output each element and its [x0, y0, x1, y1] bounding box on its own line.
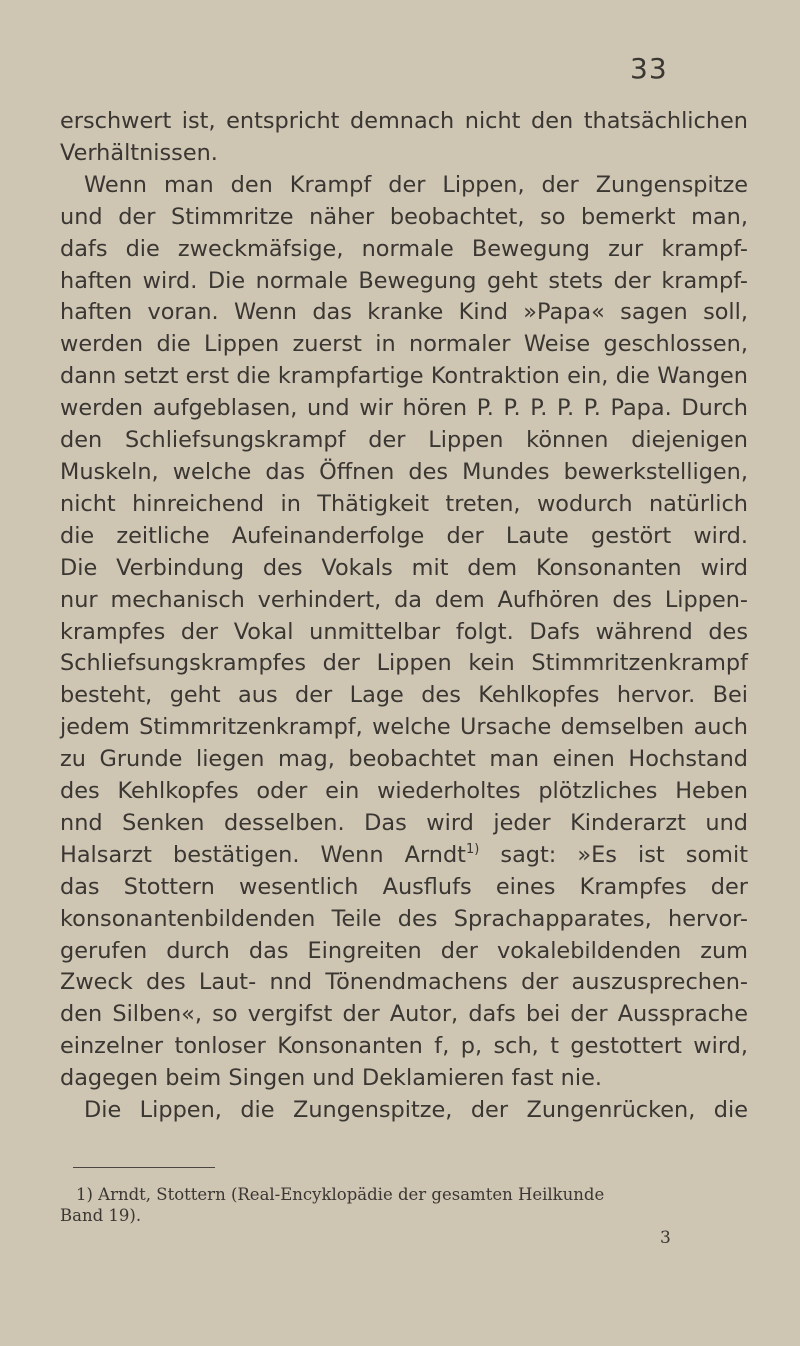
text-line: einzelner tonloser Konsonanten f, p, sch, t gestottert wird,	[60, 1033, 748, 1060]
text-line: werden aufgeblasen, und wir hören P. P. P. P. P. Papa. Durch	[60, 395, 748, 422]
text-line: zu Grunde liegen mag, beobachtet man einen Hochstand	[60, 746, 748, 773]
text-line: dagegen beim Singen und Deklamieren fast nie.	[60, 1065, 602, 1092]
text-line: haften wird. Die normale Bewegung geht stets der krampf-	[60, 267, 748, 294]
text-line: das Stottern wesentlich Ausflufs eines Krampfes der	[60, 873, 748, 900]
text-line: nur mechanisch verhindert, da dem Aufhören des Lippen-	[60, 586, 748, 613]
text-line: die zeitliche Aufeinanderfolge der Laute gestört wird.	[60, 522, 748, 549]
text-line: gerufen durch das Eingreiten der vokalebildenden zum	[60, 937, 748, 964]
text-line: Die Lippen, die Zungenspitze, der Zungenrücken, die	[84, 1097, 748, 1124]
page-number: 33	[630, 52, 668, 85]
body-text	[60, 106, 748, 1127]
text-line: nnd Senken desselben. Das wird jeder Kinderarzt und	[60, 809, 748, 836]
text-fragment: Halsarzt bestätigen. Wenn Arndt	[60, 841, 466, 868]
text-line: des Kehlkopfes oder ein wiederholtes plötzliches Heben	[60, 778, 748, 805]
text-line: Die Verbindung des Vokals mit dem Konsonanten wird	[60, 554, 748, 581]
text-line: den Schliefsungskrampf der Lippen können diejenigen	[60, 427, 748, 454]
footnote-ref: 1)	[465, 841, 480, 857]
text-line: dann setzt erst die krampfartige Kontraktion ein, die Wangen	[60, 363, 748, 390]
text-fragment: sagt: »Es ist somit	[500, 841, 748, 868]
text-line: Muskeln, welche das Öffnen des Mundes bewerkstelligen,	[60, 458, 748, 485]
footnote-line: Band 19).	[60, 1206, 142, 1225]
text-line: haften voran. Wenn das kranke Kind »Papa« sagen soll,	[60, 299, 748, 326]
signature-mark: 3	[660, 1228, 671, 1248]
text-line: Verhältnissen.	[60, 139, 218, 166]
text-line: besteht, geht aus der Lage des Kehlkopfes hervor. Bei	[60, 682, 748, 709]
text-line: den Silben«, so vergifst der Autor, dafs bei der Aussprache	[60, 1001, 748, 1028]
text-line: dafs die zweckmäfsige, normale Bewegung zur krampf-	[60, 235, 748, 262]
footnote	[60, 1184, 748, 1226]
footnote-divider	[73, 1167, 215, 1168]
text-line: konsonantenbildenden Teile des Sprachapparates, hervor-	[60, 905, 748, 932]
text-line: werden die Lippen zuerst in normaler Weise geschlossen,	[60, 331, 748, 358]
text-line: Zweck des Laut- nnd Tönendmachens der auszusprechen-	[60, 969, 748, 996]
text-line: nicht hinreichend in Thätigkeit treten, wodurch natürlich	[60, 490, 748, 517]
text-line: Schliefsungskrampfes der Lippen kein Stimmritzenkrampf	[60, 650, 748, 677]
text-line: erschwert ist, entspricht demnach nicht den thatsächlichen	[60, 108, 748, 134]
text-line-with-footnote-ref	[60, 840, 748, 872]
text-line: krampfes der Vokal unmittelbar folgt. Dafs während des	[60, 618, 748, 645]
footnote-line: 1) Arndt, Stottern (Real-Encyklopädie der gesamten Heilkunde	[76, 1185, 605, 1204]
text-line: jedem Stimmritzenkrampf, welche Ursache demselben auch	[60, 714, 748, 741]
text-line: und der Stimmritze näher beobachtet, so bemerkt man,	[60, 203, 748, 230]
text-line: Wenn man den Krampf der Lippen, der Zungenspitze	[84, 171, 748, 198]
